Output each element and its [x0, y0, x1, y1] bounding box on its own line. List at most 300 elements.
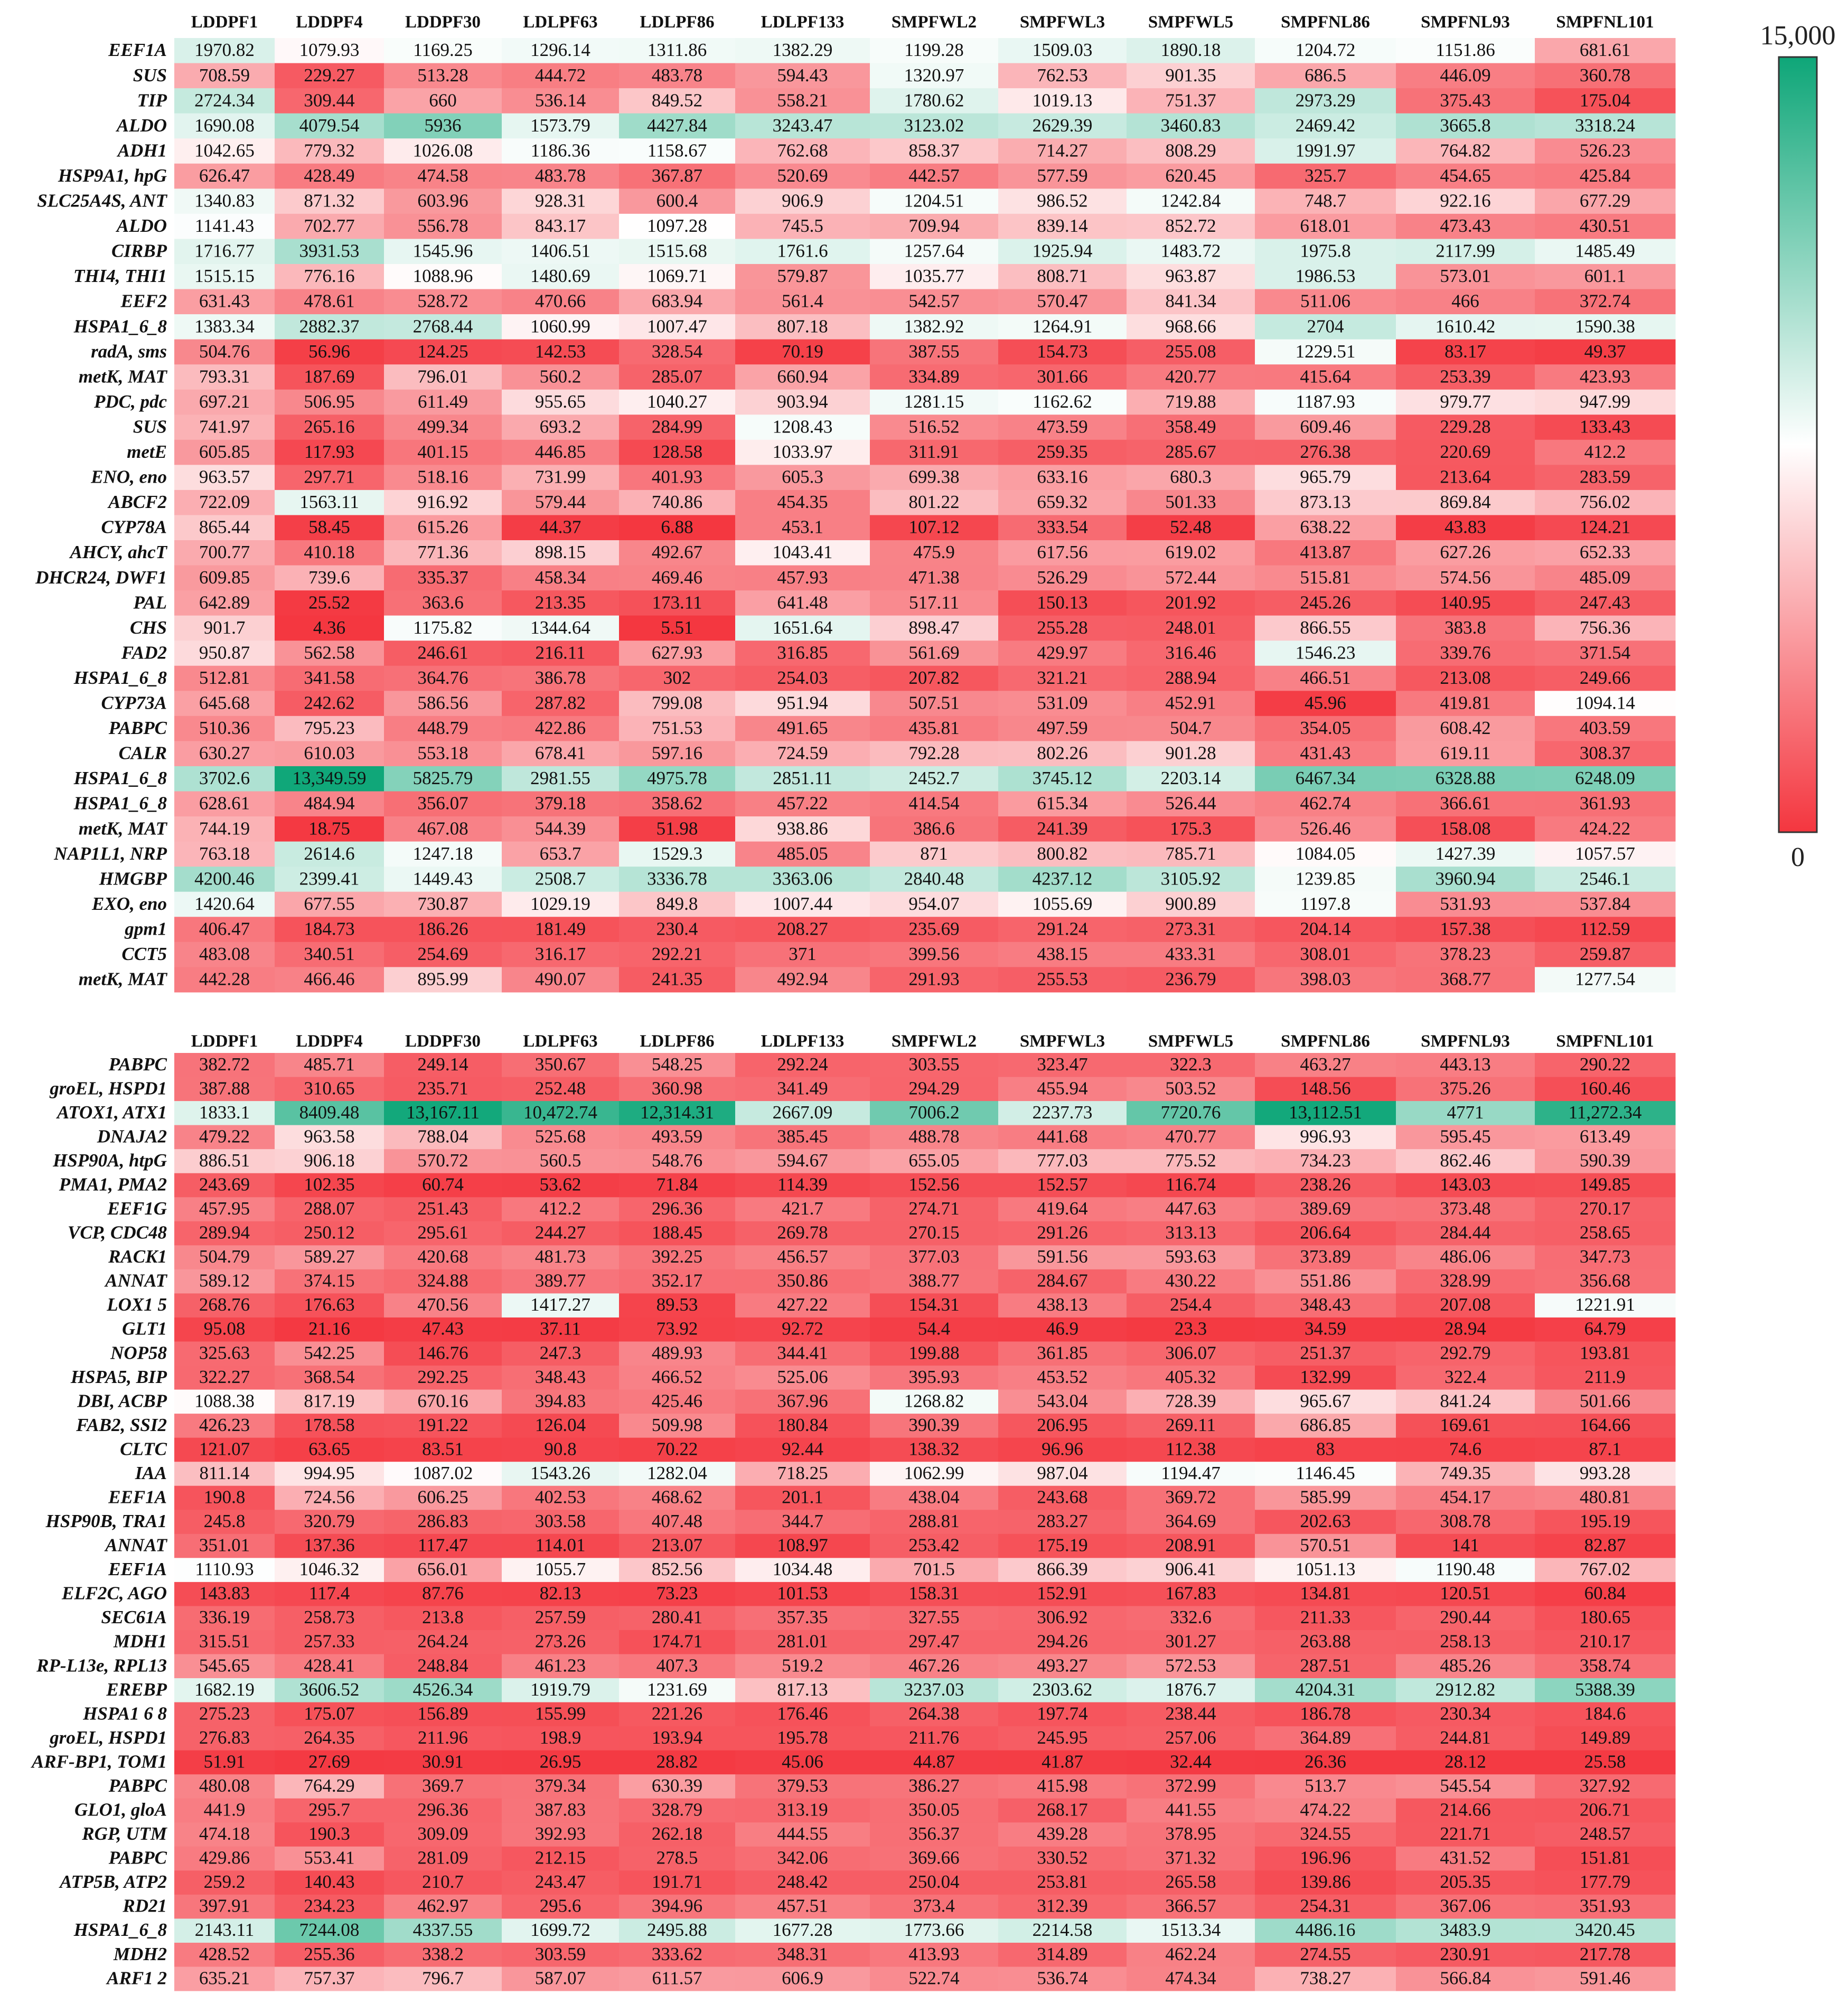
cell-value: 264.24 — [417, 1631, 468, 1652]
cell-value: 8409.48 — [299, 1102, 360, 1123]
cell-value: 619.11 — [1440, 742, 1490, 764]
cell-value: 849.52 — [651, 90, 703, 111]
cell-value: 28.82 — [656, 1751, 698, 1772]
cell-value: 60.84 — [1584, 1583, 1626, 1604]
cell-value: 191.71 — [651, 1871, 703, 1893]
cell-value: 366.61 — [1440, 793, 1491, 814]
cell-value: 258.65 — [1579, 1222, 1631, 1243]
cell-value: 248.01 — [1165, 617, 1216, 638]
row-label: HSPA1_6_8 — [73, 793, 167, 814]
cell-value: 341.58 — [304, 667, 355, 688]
cell-value: 531.93 — [1440, 893, 1491, 914]
cell-value: 150.13 — [1037, 592, 1088, 613]
cell-value: 348.43 — [1300, 1294, 1351, 1315]
cell-value: 2629.39 — [1032, 115, 1093, 136]
cell-value: 1042.65 — [194, 140, 255, 161]
cell-value: 954.07 — [908, 893, 960, 914]
cell-value: 901.35 — [1165, 64, 1216, 86]
cell-value: 570.72 — [417, 1150, 468, 1171]
cell-value: 220.69 — [1440, 441, 1491, 463]
cell-value: 428.49 — [304, 165, 355, 186]
cell-value: 155.99 — [534, 1703, 586, 1724]
row-label: metK, MAT — [78, 968, 167, 990]
row-label: MDH1 — [113, 1631, 167, 1652]
cell-value: 1780.62 — [904, 90, 964, 111]
cell-value: 336.19 — [199, 1607, 250, 1628]
cell-value: 1716.77 — [194, 240, 255, 261]
cell-value: 152.91 — [1037, 1583, 1088, 1604]
cell-value: 462.74 — [1300, 793, 1351, 814]
row-label: PMA1, PMA2 — [59, 1174, 167, 1195]
cell-value: 466.46 — [304, 968, 355, 990]
cell-value: 320.79 — [304, 1511, 355, 1532]
cell-value: 64.79 — [1584, 1318, 1626, 1339]
cell-value: 30.91 — [422, 1751, 464, 1772]
cell-value: 325.7 — [1305, 165, 1346, 186]
row-label: HSPA1_6_8 — [73, 667, 167, 688]
cell-value: 44.37 — [539, 516, 581, 538]
cell-value: 419.81 — [1440, 692, 1491, 713]
cell-value: 471.38 — [908, 567, 960, 588]
cell-value: 3420.45 — [1575, 1919, 1635, 1941]
cell-value: 207.08 — [1440, 1294, 1491, 1315]
cell-value: 5825.79 — [412, 768, 473, 789]
cell-value: 722.09 — [199, 492, 250, 513]
cell-value: 1097.28 — [647, 215, 707, 237]
cell-value: 491.65 — [777, 718, 828, 739]
cell-value: 4486.16 — [1295, 1919, 1356, 1941]
cell-value: 2214.58 — [1032, 1919, 1093, 1941]
cell-value: 701.5 — [913, 1559, 955, 1580]
cell-value: 46.9 — [1046, 1318, 1079, 1339]
cell-value: 117.47 — [418, 1535, 468, 1556]
cell-value: 2469.42 — [1295, 115, 1356, 136]
cell-value: 248.57 — [1579, 1823, 1631, 1845]
cell-value: 686.85 — [1300, 1414, 1351, 1435]
column-header: SMPFWL3 — [1019, 1032, 1105, 1051]
cell-value: 297.47 — [908, 1631, 960, 1652]
cell-value: 1543.26 — [530, 1462, 590, 1483]
column-header: LDDPF4 — [296, 13, 363, 32]
cell-value: 441.9 — [203, 1799, 246, 1820]
cell-value: 274.55 — [1300, 1943, 1351, 1964]
cell-value: 201.1 — [782, 1486, 823, 1508]
cell-value: 60.74 — [422, 1174, 464, 1195]
cell-value: 389.77 — [534, 1270, 586, 1291]
cell-value: 587.07 — [534, 1968, 586, 1989]
cell-value: 70.19 — [782, 341, 823, 362]
cell-value: 493.27 — [1037, 1655, 1088, 1676]
row-label: SEC61A — [101, 1607, 167, 1628]
cell-value: 292.21 — [651, 944, 703, 965]
cell-value: 415.64 — [1300, 366, 1351, 387]
cell-value: 273.31 — [1165, 918, 1216, 939]
cell-value: 792.28 — [908, 742, 960, 764]
cell-value: 43.83 — [1444, 516, 1486, 538]
color-scale-legend — [1760, 21, 1836, 872]
cell-value: 570.51 — [1300, 1535, 1351, 1556]
cell-value: 1040.27 — [647, 391, 707, 412]
row-label: groEL, HSPD1 — [50, 1727, 167, 1748]
cell-value: 352.17 — [651, 1270, 703, 1291]
cell-value: 366.57 — [1165, 1895, 1216, 1916]
cell-value: 335.37 — [417, 567, 468, 588]
cell-value: 422.86 — [534, 718, 586, 739]
cell-value: 553.41 — [304, 1847, 355, 1868]
cell-value: 112.59 — [1580, 918, 1630, 939]
cell-value: 184.6 — [1584, 1703, 1626, 1724]
cell-value: 288.07 — [304, 1198, 355, 1219]
cell-value: 613.49 — [1579, 1126, 1631, 1147]
cell-value: 369.72 — [1165, 1486, 1216, 1508]
cell-value: 392.25 — [651, 1246, 703, 1267]
cell-value: 454.17 — [1440, 1486, 1491, 1508]
cell-value: 291.26 — [1037, 1222, 1088, 1243]
cell-value: 965.79 — [1300, 466, 1351, 487]
cell-value: 316.85 — [777, 642, 828, 663]
cell-value: 681.61 — [1579, 40, 1631, 61]
cell-value: 600.4 — [656, 190, 698, 211]
row-label: CHS — [129, 617, 167, 638]
cell-value: 1199.28 — [904, 40, 964, 61]
cell-value: 328.99 — [1440, 1270, 1491, 1291]
cell-value: 799.08 — [651, 692, 703, 713]
cell-value: 367.87 — [651, 165, 703, 186]
cell-value: 176.46 — [777, 1703, 828, 1724]
cell-value: 134.81 — [1300, 1583, 1351, 1604]
cell-value: 951.94 — [777, 692, 828, 713]
cell-value: 44.87 — [913, 1751, 955, 1772]
cell-value: 2508.7 — [534, 868, 586, 889]
cell-value: 577.59 — [1037, 165, 1088, 186]
cell-value: 401.93 — [651, 466, 703, 487]
cell-value: 724.59 — [777, 742, 828, 764]
cell-value: 379.53 — [777, 1775, 828, 1796]
cell-value: 468.62 — [651, 1486, 703, 1508]
cell-value: 242.62 — [304, 692, 355, 713]
cell-value: 291.24 — [1037, 918, 1088, 939]
cell-value: 1485.49 — [1575, 240, 1635, 261]
cell-value: 525.06 — [777, 1366, 828, 1387]
cell-value: 405.32 — [1165, 1366, 1216, 1387]
cell-value: 184.73 — [304, 918, 355, 939]
cell-value: 862.46 — [1440, 1150, 1491, 1171]
cell-value: 173.11 — [652, 592, 702, 613]
cell-value: 7006.2 — [908, 1102, 960, 1123]
cell-value: 140.95 — [1440, 592, 1491, 613]
cell-value: 212.15 — [534, 1847, 586, 1868]
cell-value: 295.7 — [308, 1799, 350, 1820]
cell-value: 628.61 — [199, 793, 250, 814]
cell-value: 287.82 — [534, 692, 586, 713]
cell-value: 659.32 — [1037, 492, 1088, 513]
cell-value: 257.59 — [534, 1607, 586, 1628]
cell-value: 3606.52 — [299, 1679, 360, 1700]
cell-value: 579.44 — [534, 492, 586, 513]
cell-value: 458.34 — [534, 567, 586, 588]
cell-value: 764.82 — [1440, 140, 1491, 161]
cell-value: 1690.08 — [194, 115, 255, 136]
row-label: ARF-BP1, TOM1 — [31, 1751, 167, 1772]
cell-value: 250.04 — [908, 1871, 960, 1893]
cell-value: 501.66 — [1579, 1390, 1631, 1411]
cell-value: 211.76 — [909, 1727, 959, 1748]
cell-value: 255.08 — [1165, 341, 1216, 362]
cell-value: 322.3 — [1170, 1053, 1212, 1075]
cell-value: 255.36 — [304, 1943, 355, 1964]
row-label: CYP73A — [101, 692, 167, 713]
cell-value: 808.29 — [1165, 140, 1216, 161]
cell-value: 312.39 — [1037, 1895, 1088, 1916]
cell-value: 438.04 — [908, 1486, 960, 1508]
cell-value: 4337.55 — [412, 1919, 473, 1941]
column-header: LDDPF30 — [405, 13, 481, 32]
cell-value: 18.75 — [308, 818, 350, 839]
cell-value: 573.01 — [1440, 266, 1491, 287]
cell-value: 2452.7 — [908, 768, 960, 789]
cell-value: 670.16 — [417, 1390, 468, 1411]
cell-value: 128.58 — [651, 441, 703, 463]
cell-value: 485.26 — [1440, 1655, 1491, 1676]
cell-value: 906.41 — [1165, 1559, 1216, 1580]
row-label: CYP78A — [101, 516, 167, 538]
cell-value: 537.84 — [1579, 893, 1631, 914]
cell-value: 1007.47 — [647, 316, 707, 337]
cell-value: 601.1 — [1584, 266, 1626, 287]
cell-value: 1079.93 — [299, 40, 360, 61]
cell-value: 1062.99 — [904, 1462, 964, 1483]
cell-value: 47.43 — [422, 1318, 464, 1339]
cell-value: 439.28 — [1037, 1823, 1088, 1845]
row-label: THI4, THI1 — [73, 266, 167, 287]
cell-value: 313.19 — [777, 1799, 828, 1820]
cell-value: 457.95 — [199, 1198, 250, 1219]
cell-value: 246.61 — [417, 642, 468, 663]
cell-value: 645.68 — [199, 692, 250, 713]
cell-value: 448.79 — [417, 718, 468, 739]
cell-value: 444.55 — [777, 1823, 828, 1845]
cell-value: 301.66 — [1037, 366, 1088, 387]
cell-value: 779.32 — [304, 140, 355, 161]
cell-value: 483.78 — [651, 64, 703, 86]
cell-value: 190.3 — [308, 1823, 350, 1845]
color-scale-max-label: 15,000 — [1760, 21, 1836, 51]
cell-value: 467.26 — [908, 1655, 960, 1676]
cell-value: 324.55 — [1300, 1823, 1351, 1845]
row-label: TIP — [137, 90, 167, 111]
cell-value: 248.42 — [777, 1871, 828, 1893]
cell-value: 221.26 — [651, 1703, 703, 1724]
cell-value: 199.88 — [908, 1342, 960, 1363]
cell-value: 387.55 — [908, 341, 960, 362]
cell-value: 1094.14 — [1575, 692, 1635, 713]
cell-value: 257.33 — [304, 1631, 355, 1652]
cell-value: 96.96 — [1042, 1438, 1083, 1460]
cell-value: 462.97 — [417, 1895, 468, 1916]
cell-value: 499.34 — [417, 416, 468, 437]
cell-value: 963.87 — [1165, 266, 1216, 287]
cell-value: 386.78 — [534, 667, 586, 688]
cell-value: 13,112.51 — [1289, 1102, 1362, 1123]
cell-value: 390.39 — [908, 1414, 960, 1435]
cell-value: 916.92 — [417, 492, 468, 513]
cell-value: 808.71 — [1037, 266, 1088, 287]
cell-value: 193.94 — [651, 1727, 703, 1748]
cell-value: 898.47 — [908, 617, 960, 638]
cell-value: 435.81 — [908, 718, 960, 739]
row-label: ENO, eno — [91, 466, 167, 487]
cell-value: 83 — [1316, 1438, 1335, 1460]
cell-value: 511.06 — [1300, 290, 1350, 312]
cell-value: 1229.51 — [1295, 341, 1356, 362]
cell-value: 117.4 — [308, 1583, 350, 1604]
cell-value: 303.58 — [534, 1511, 586, 1532]
cell-value: 591.46 — [1579, 1968, 1631, 1989]
cell-value: 700.77 — [199, 542, 250, 563]
cell-value: 486.06 — [1440, 1246, 1491, 1267]
cell-value: 1141.43 — [194, 215, 255, 237]
cell-value: 114.39 — [777, 1174, 828, 1195]
cell-value: 338.2 — [422, 1943, 464, 1964]
cell-value: 124.25 — [417, 341, 468, 362]
cell-value: 595.45 — [1440, 1126, 1491, 1147]
cell-value: 273.26 — [534, 1631, 586, 1652]
cell-value: 268.17 — [1037, 1799, 1088, 1820]
cell-value: 453.52 — [1037, 1366, 1088, 1387]
cell-value: 462.24 — [1165, 1943, 1216, 1964]
cell-value: 610.03 — [304, 742, 355, 764]
cell-value: 2768.44 — [412, 316, 473, 337]
cell-value: 186.78 — [1300, 1703, 1351, 1724]
cell-value: 455.94 — [1037, 1078, 1088, 1099]
cell-value: 23.3 — [1174, 1318, 1207, 1339]
cell-value: 333.62 — [651, 1943, 703, 1964]
cell-value: 586.56 — [417, 692, 468, 713]
cell-value: 490.07 — [534, 968, 586, 990]
row-label: AHCY, ahcT — [70, 542, 167, 563]
cell-value: 996.93 — [1300, 1126, 1351, 1147]
cell-value: 406.47 — [199, 918, 250, 939]
cell-value: 793.31 — [199, 366, 250, 387]
cell-value: 968.66 — [1165, 316, 1216, 337]
cell-value: 348.43 — [534, 1366, 586, 1387]
cell-value: 2546.1 — [1579, 868, 1631, 889]
cell-value: 497.59 — [1037, 718, 1088, 739]
cell-value: 480.81 — [1579, 1486, 1631, 1508]
cell-value: 478.61 — [304, 290, 355, 312]
cell-value: 372.74 — [1579, 290, 1631, 312]
cell-value: 241.39 — [1037, 818, 1088, 839]
cell-value: 492.94 — [777, 968, 828, 990]
cell-value: 302 — [663, 667, 691, 688]
cell-value: 303.55 — [908, 1053, 960, 1075]
cell-value: 906.9 — [782, 190, 823, 211]
color-scale-bar — [1779, 57, 1817, 832]
cell-value: 589.12 — [199, 1270, 250, 1291]
row-label: EEF1A — [108, 1486, 167, 1508]
cell-value: 206.71 — [1579, 1799, 1631, 1820]
cell-value: 321.21 — [1037, 667, 1088, 688]
cell-value: 309.09 — [417, 1823, 468, 1845]
cell-value: 348.31 — [777, 1943, 828, 1964]
cell-value: 206.64 — [1300, 1222, 1351, 1243]
row-label: NAP1L1, NRP — [54, 843, 167, 864]
cell-value: 1344.64 — [530, 617, 590, 638]
cell-value: 1146.45 — [1296, 1462, 1355, 1483]
cell-value: 294.26 — [1037, 1631, 1088, 1652]
cell-value: 871.32 — [304, 190, 355, 211]
row-label: MDH2 — [113, 1943, 167, 1964]
cell-value: 292.79 — [1440, 1342, 1491, 1363]
cell-value: 281.01 — [777, 1631, 828, 1652]
cell-value: 102.35 — [304, 1174, 355, 1195]
cell-value: 1483.72 — [1160, 240, 1221, 261]
cell-value: 626.47 — [199, 165, 250, 186]
cell-value: 466.52 — [651, 1366, 703, 1387]
cell-value: 751.53 — [651, 718, 703, 739]
cell-value: 245.95 — [1037, 1727, 1088, 1748]
cell-value: 420.77 — [1165, 366, 1216, 387]
cell-value: 158.08 — [1440, 818, 1491, 839]
cell-value: 344.7 — [782, 1511, 823, 1532]
cell-value: 492.67 — [651, 542, 703, 563]
cell-value: 457.22 — [777, 793, 828, 814]
cell-value: 364.69 — [1165, 1511, 1216, 1532]
row-label: HSP9A1, hpG — [58, 165, 167, 186]
cell-value: 356.37 — [908, 1823, 960, 1845]
cell-value: 788.04 — [417, 1126, 468, 1147]
cell-value: 213.8 — [422, 1607, 464, 1628]
cell-value: 526.23 — [1579, 140, 1631, 161]
cell-value: 387.83 — [534, 1799, 586, 1820]
cell-value: 693.2 — [539, 416, 581, 437]
cell-value: 288.81 — [908, 1511, 960, 1532]
cell-value: 229.27 — [304, 64, 355, 86]
cell-value: 83.17 — [1444, 341, 1486, 362]
cell-value: 263.88 — [1300, 1631, 1351, 1652]
cell-value: 512.81 — [199, 667, 250, 688]
cell-value: 849.8 — [656, 893, 698, 914]
cell-value: 369.7 — [422, 1775, 464, 1796]
cell-value: 762.53 — [1037, 64, 1088, 86]
cell-value: 714.27 — [1037, 140, 1088, 161]
cell-value: 214.66 — [1440, 1799, 1491, 1820]
cell-value: 802.26 — [1037, 742, 1088, 764]
cell-value: 74.6 — [1449, 1438, 1482, 1460]
cell-value: 1043.41 — [772, 542, 833, 563]
cell-value: 245.8 — [203, 1511, 246, 1532]
row-label: ALDO — [116, 215, 167, 237]
row-label: PABPC — [108, 1053, 167, 1075]
cell-value: 137.36 — [304, 1535, 355, 1556]
cell-value: 1427.39 — [1435, 843, 1496, 864]
cell-value: 993.28 — [1579, 1462, 1631, 1483]
cell-value: 1420.64 — [194, 893, 255, 914]
cell-value: 174.71 — [651, 1631, 703, 1652]
cell-value: 169.61 — [1440, 1414, 1491, 1435]
cell-value: 1055.69 — [1032, 893, 1093, 914]
row-label: ANNAT — [105, 1270, 167, 1291]
cell-value: 473.59 — [1037, 416, 1088, 437]
cell-value: 429.86 — [199, 1847, 250, 1868]
cell-value: 656.01 — [417, 1559, 468, 1580]
cell-value: 3745.12 — [1032, 768, 1093, 789]
cell-value: 133.43 — [1579, 416, 1631, 437]
cell-value: 1087.02 — [412, 1462, 473, 1483]
cell-value: 288.94 — [1165, 667, 1216, 688]
cell-value: 73.92 — [656, 1318, 698, 1339]
cell-value: 865.44 — [199, 516, 250, 538]
